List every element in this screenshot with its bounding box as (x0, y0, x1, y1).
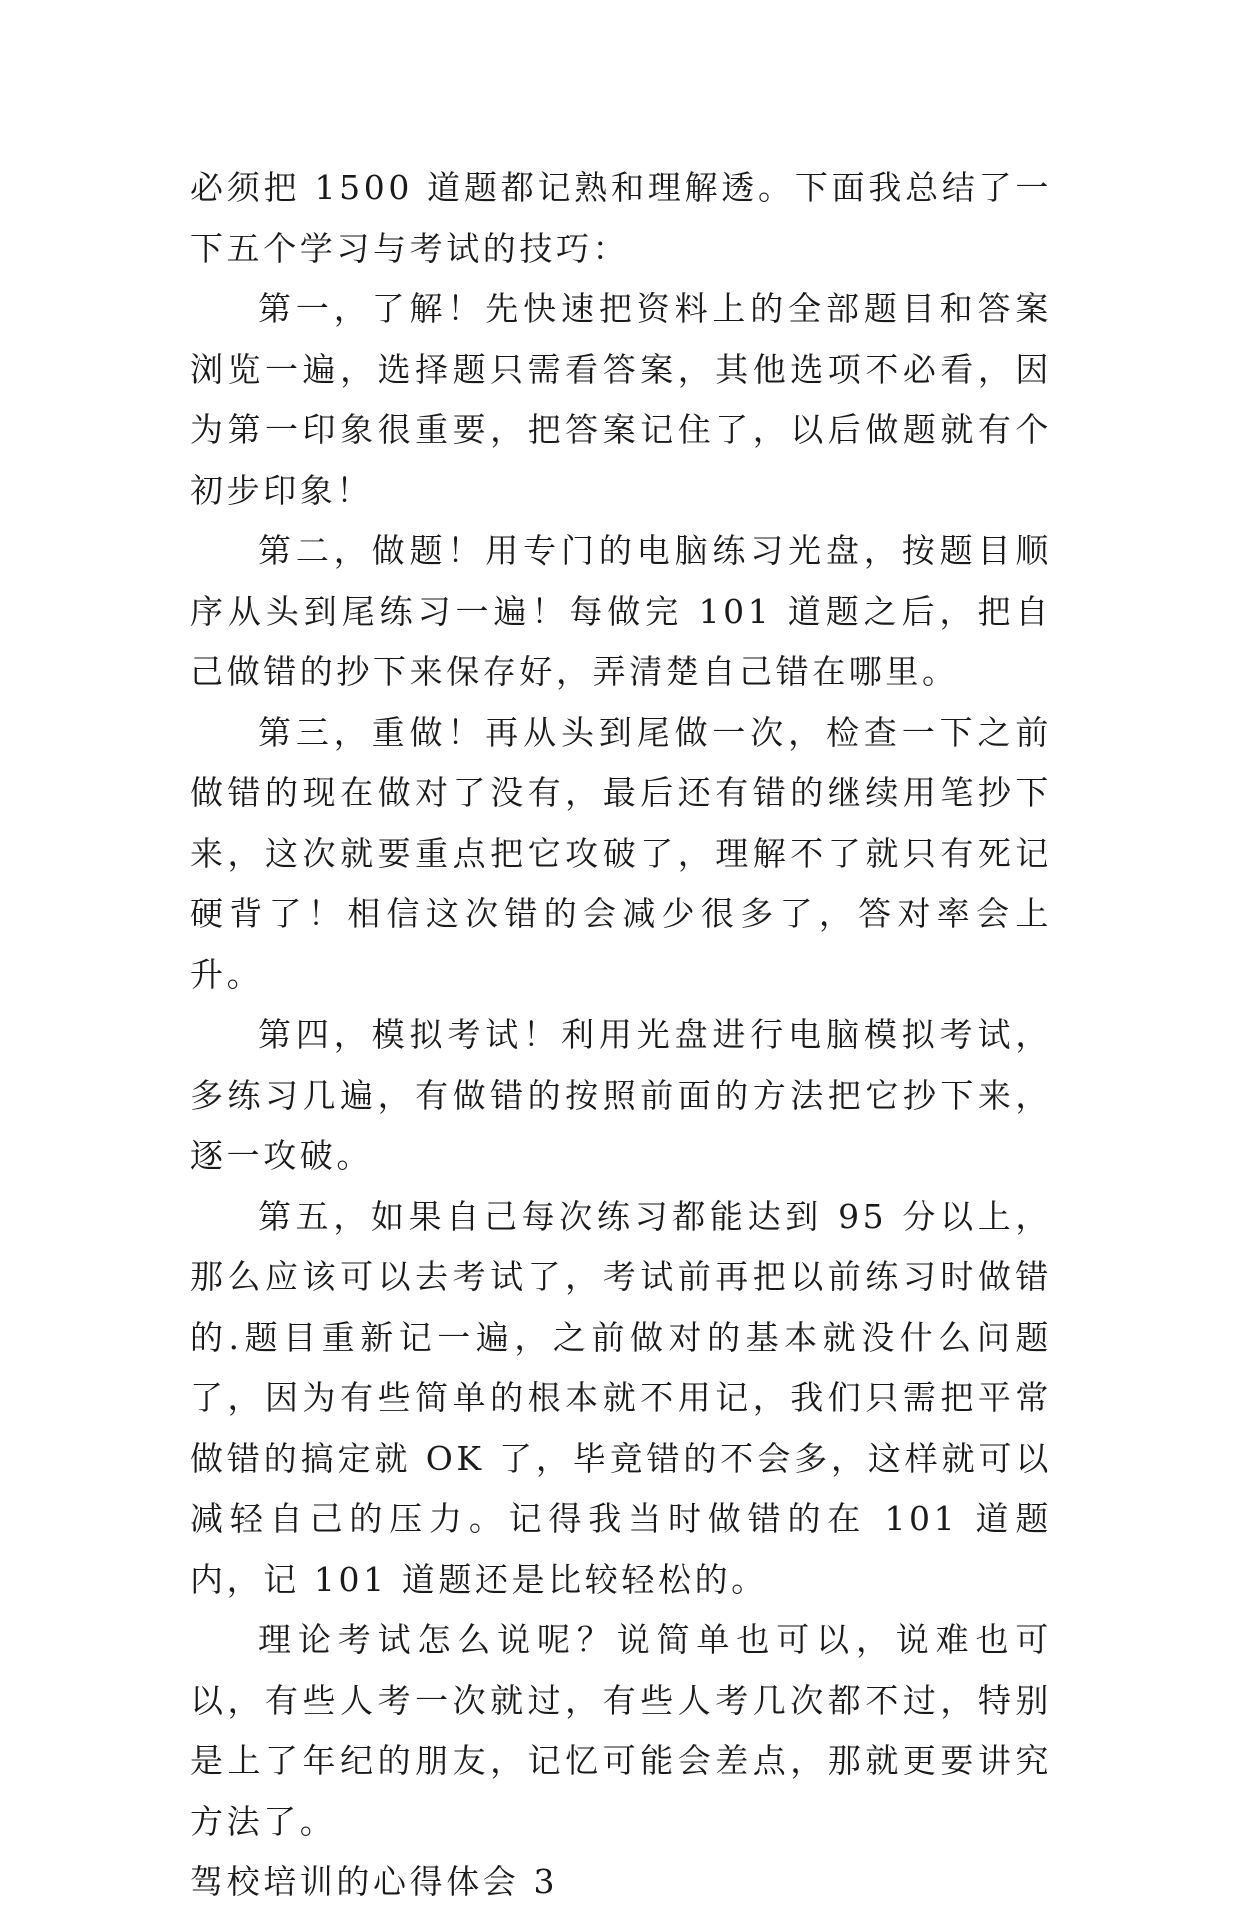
paragraph-tip-4: 第四，模拟考试！利用光盘进行电脑模拟考试，多练习几遍，有做错的按照前面的方法把它抄下来，逐一攻破。 (190, 1015, 1052, 1175)
paragraph-theory-exam: 理论考试怎么说呢？说简单也可以，说难也可以，有些人考一次就过，有些人考几次都不过，特别是上了年纪的朋友，记忆可能会差点，那就更要讲究方法了。 (190, 1620, 1052, 1841)
paragraph-tip-3: 第三，重做！再从头到尾做一次，检查一下之前做错的现在做对了没有，最后还有错的继续用笔抄下来，这次就要重点把它攻破了，理解不了就只有死记硬背了！相信这次错的会减少很多了，答对率会上升。 (190, 712, 1052, 994)
section-heading: 驾校培训的心得体会 3 (190, 1862, 559, 1901)
paragraph-tip-2: 第二，做题！用专门的电脑练习光盘，按题目顺序从头到尾练习一遍！每做完 101 道题之后，把自己做错的抄下来保存好，弄清楚自己错在哪里。 (190, 531, 1052, 691)
paragraph-tip-5: 第五，如果自己每次练习都能达到 95 分以上，那么应该可以去考试了，考试前再把以前练习时做错的.题目重新记一遍，之前做对的基本就没什么问题了，因为有些简单的根本就不用记，我们只需把平常做错的搞定就 OK 了，毕竟错的不会多，这样就可以减轻自己的压力。记得我当时做错的在 101 道题内，记 101 道题还是比较轻松的。 (190, 1196, 1052, 1599)
paragraph-tip-1: 第一，了解！先快速把资料上的全部题目和答案浏览一遍，选择题只需看答案，其他选项不必看，因为第一印象很重要，把答案记住了，以后做题就有个初步印象！ (190, 289, 1052, 510)
paragraph-continuation: 必须把 1500 道题都记熟和理解透。下面我总结了一下五个学习与考试的技巧： (190, 168, 1052, 268)
document-body (190, 158, 1052, 1913)
